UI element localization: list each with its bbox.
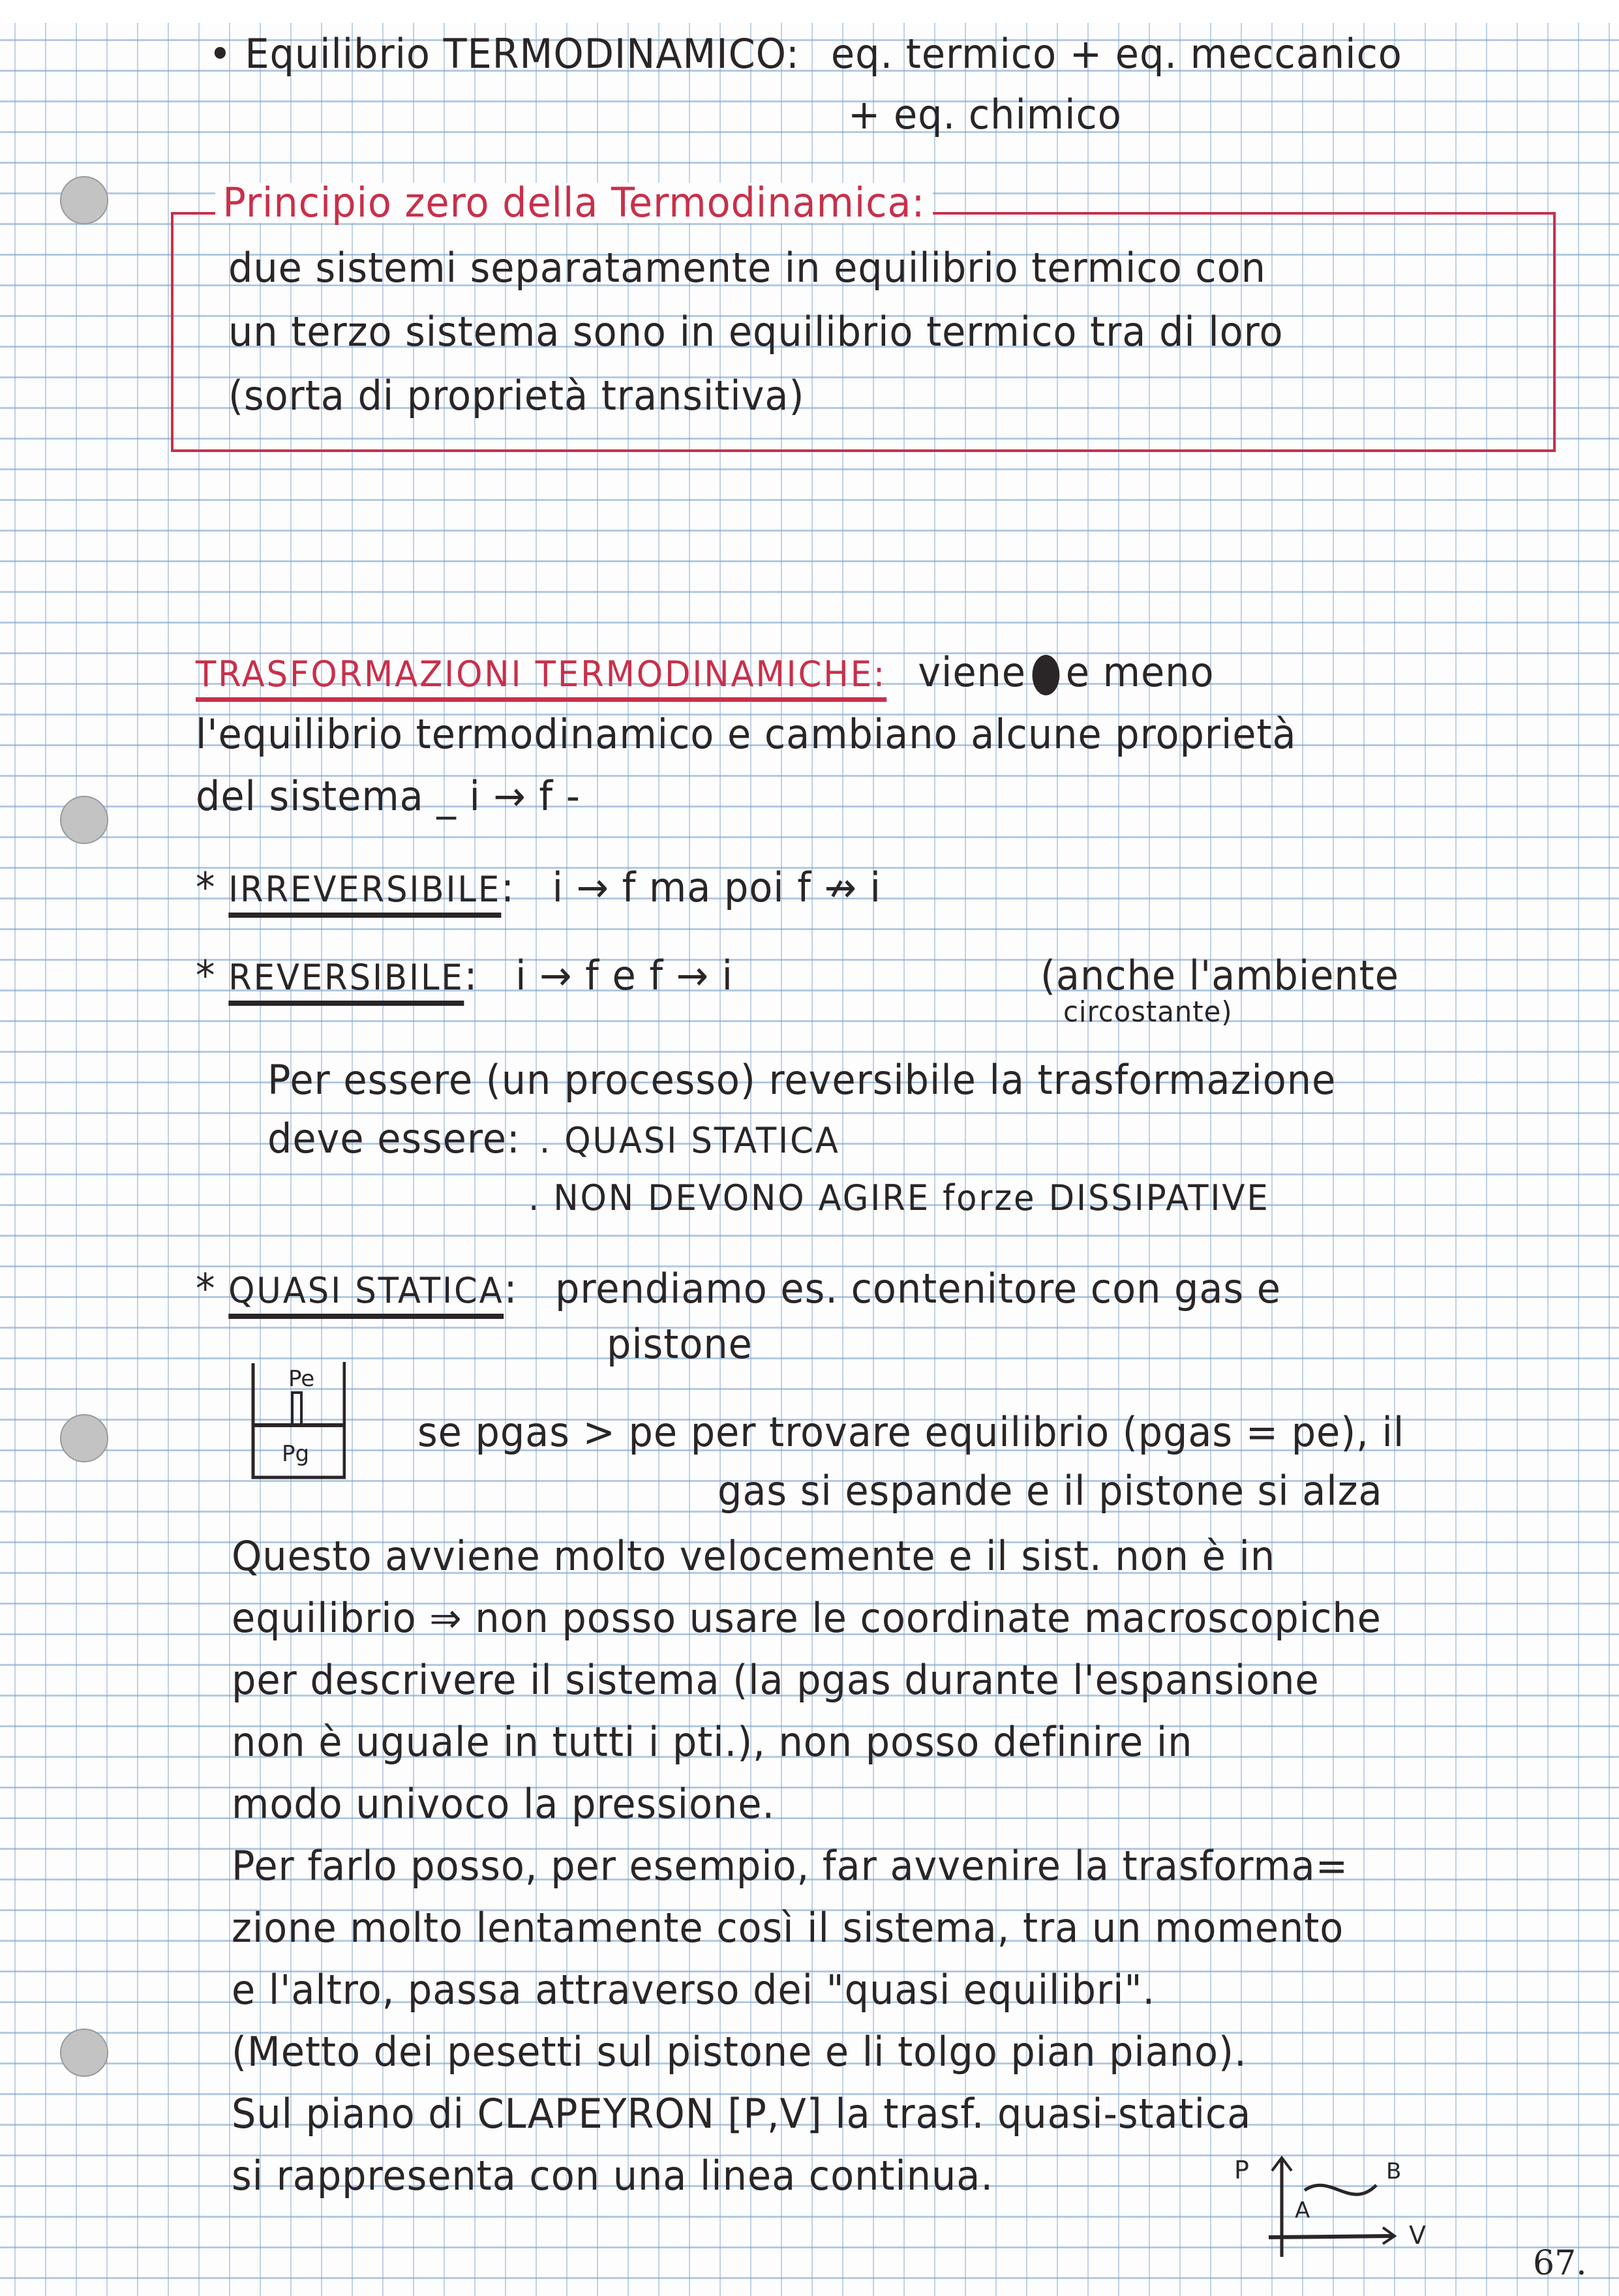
binder-hole [60,796,108,844]
page-number: 67. [1533,2244,1587,2283]
piston-rod [292,1393,301,1425]
reversible-row [196,952,733,999]
quasi-static-row [196,1265,1281,1312]
transformations-heading [196,648,1215,696]
conditions-intro-text: deve essere: [267,1115,521,1162]
colon: : [785,30,800,78]
transformations-line: l'equilibrio termodinamico e cambiano alcune proprietà [196,710,1297,758]
zeroth-law-line: due sistemi separatamente in equilibrio termico con [228,244,1266,292]
p-axis-label: P [1234,2156,1249,2184]
paragraph-line: Per farlo posso, per esempio, far avvenire la trasforma= [232,1842,1349,1890]
equilibrium-term: Equilibrio TERMODINAMICO [245,30,786,78]
conditions-intro [267,1115,840,1162]
binder-hole [60,176,108,224]
paragraph-line: zione molto lentamente così il sistema, tra un momento [232,1904,1344,1952]
paragraph-line: equilibrio ⇒ non posso usare le coordinate macroscopiche [232,1594,1382,1642]
quasi-static-condition: se pgas > pe per trovare equilibrio (pgas = pe), il [417,1408,1405,1456]
star-bullet: * [196,1265,216,1312]
paragraph-line: si rappresenta con una linea continua. [232,2152,994,2199]
bullet: • [209,30,232,78]
paragraph-line: e l'altro, passa attraverso dei "quasi equilibri". [232,1966,1156,2014]
paragraph-line: Sul piano di CLAPEYRON [P,V] la trasf. quasi-statica [232,2090,1252,2137]
reversible-note: circostante) [1063,995,1233,1029]
transformations-text: e meno [1065,648,1215,696]
quasi-static-intro: pistone [607,1320,753,1368]
zeroth-law-line: (sorta di proprietà transitiva) [228,372,805,419]
binder-hole [60,2029,108,2077]
zeroth-law-title: Principio zero della Termodinamica: [215,183,933,223]
zeroth-law-line: un terzo sistema sono in equilibrio termico tra di loro [228,308,1284,355]
transformations-title: TRASFORMAZIONI TERMODINAMICHE: [196,654,886,702]
piston-diagram [248,1357,346,1481]
irreversible-formula: i → f ma poi f ↛ i [552,864,881,911]
paragraph-line: modo univoco la pressione. [232,1780,776,1828]
quasi-static-label: QUASI STATICA [228,1270,504,1319]
paragraph-line: (Metto dei pesetti sul pistone e li tolgo pian piano). [232,2028,1247,2076]
binder-hole [60,1414,108,1462]
star-bullet: * [196,864,216,911]
v-axis-label: V [1409,2221,1426,2250]
reversible-formula: i → f e f → i [515,952,733,999]
equilibrium-parts-continued: + eq. chimico [848,91,1122,138]
conditions-intro: Per essere (un processo) reversibile la trasformazione [267,1056,1337,1104]
page-top-margin [0,0,1619,23]
external-pressure-label: Pe [288,1366,315,1392]
point-b-label: B [1386,2158,1402,2184]
condition-item: . QUASI STATICA [539,1120,840,1161]
equilibrium-definition [209,30,1402,78]
paragraph-line: per descrivere il sistema (la pgas durante l'espansione [232,1656,1320,1704]
transformations-text: viene [918,648,1026,696]
point-a-label: A [1295,2198,1310,2224]
irreversible-label: IRREVERSIBILE [228,869,501,918]
quasi-static-curve [1305,2185,1376,2194]
gas-pressure-label: Pg [282,1441,310,1467]
condition-item: . NON DEVONO AGIRE forze DISSIPATIVE [528,1177,1270,1218]
pv-diagram [1233,2146,1494,2263]
scribble-mark [1033,655,1060,695]
reversible-label: REVERSIBILE [228,957,464,1006]
irreversible-row [196,864,881,911]
colon: : [464,952,478,999]
reversible-note: (anche l'ambiente [1040,952,1399,999]
transformations-line: del sistema _ i → f - [196,772,581,820]
equilibrium-parts: eq. termico + eq. meccanico [830,30,1402,78]
paragraph-line: non è uguale in tutti i pti.), non posso definire in [232,1718,1193,1766]
quasi-static-condition: gas si espande e il pistone si alza [718,1467,1383,1515]
star-bullet: * [196,952,216,999]
quasi-static-intro: prendiamo es. contenitore con gas e [555,1265,1281,1312]
colon: : [501,864,515,911]
v-axis [1269,2236,1393,2237]
colon: : [504,1265,518,1312]
paragraph-line: Questo avviene molto velocemente e il sist. non è in [232,1532,1276,1580]
